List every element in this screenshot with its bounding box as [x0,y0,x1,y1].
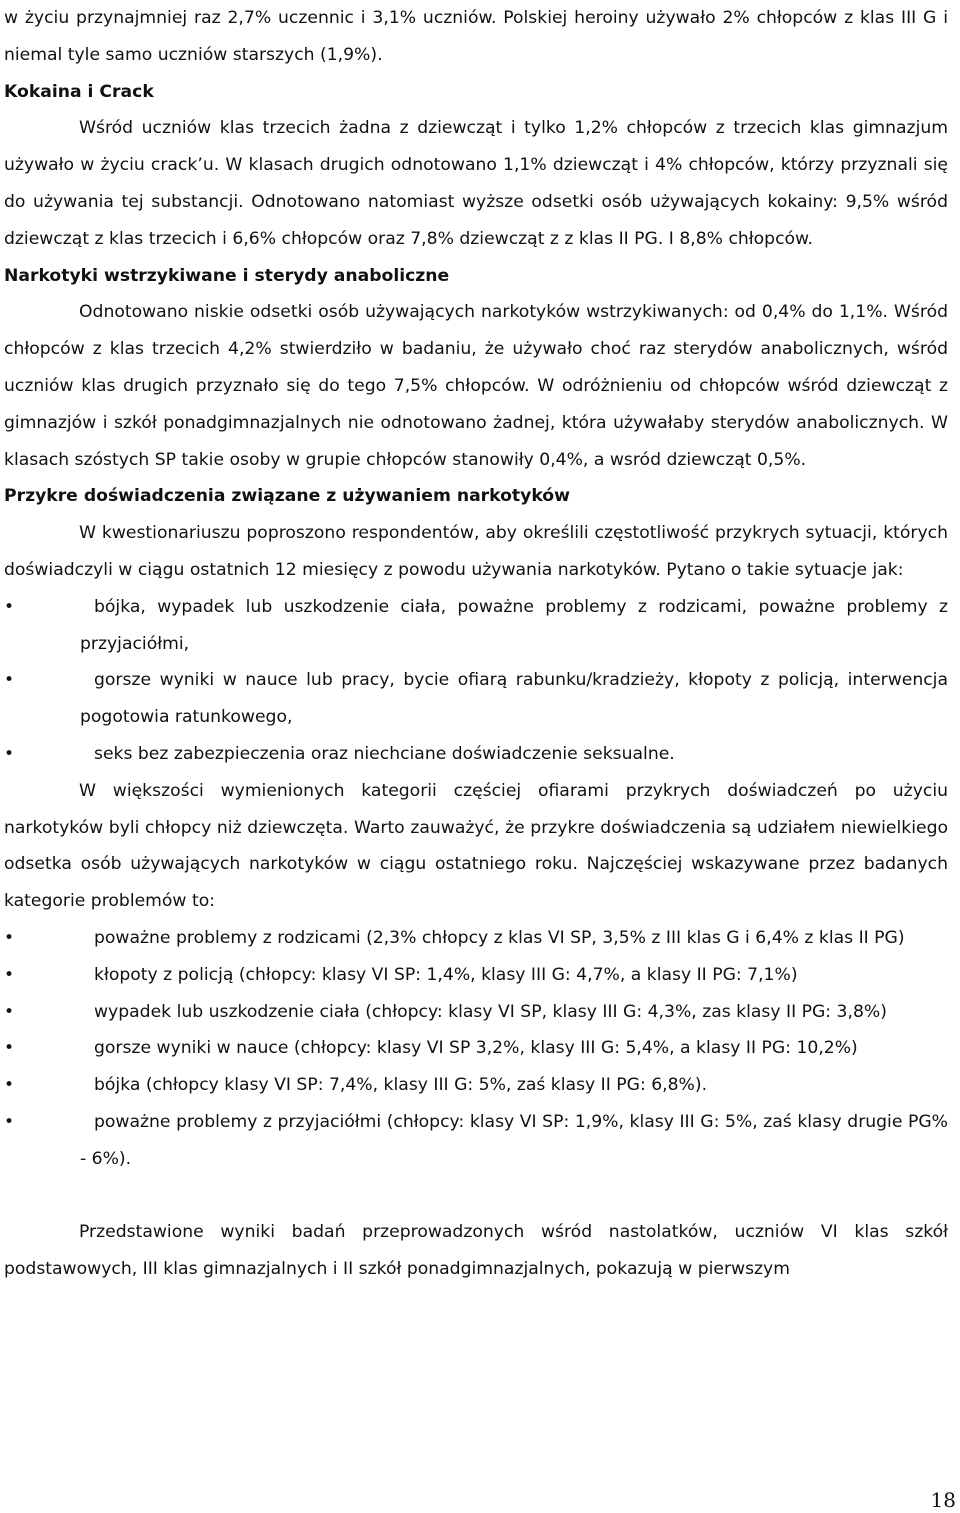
list-item-text: poważne problemy z przyjaciółmi (chłopcy: klasy VI SP: 1,9%, klasy III G: 5%, zaś klasy drugie PG% - 6%). [80,1111,948,1169]
list-item [0,1104,960,1178]
paragraph-majority-categories: W większości wymienionych kategorii częściej ofiarami przykrych doświadczeń po użyciu narkotyków byli chłopcy niż dziewczęta. Warto zauważyć, że przykre doświadczenia są udziałem niewielkiego odsetka osób używających narkotyków w ciągu ostatniego roku. Najczęściej wskazywane przez badanych kategorie problemów to: [4,780,948,912]
bullet-icon: • [4,1111,15,1132]
list-item [0,736,960,773]
heading-injected-drugs-steroids: Narkotyki wstrzykiwane i sterydy anaboliczne [4,265,450,286]
list-item-text: wypadek lub uszkodzenie ciała (chłopcy: klasy VI SP, klasy III G: 4,3%, zas klasy II PG: 3,8%) [94,1001,887,1022]
list-item-text: bójka, wypadek lub uszkodzenie ciała, poważne problemy z rodzicami, poważne problemy z przyjaciółmi, [80,596,948,654]
list-item-text: gorsze wyniki w nauce lub pracy, bycie ofiarą rabunku/kradzieży, kłopoty z policją, interwencja pogotowia ratunkowego, [80,670,948,728]
page-number: 18 [930,1488,956,1512]
paragraph-cocaine-crack: Wśród uczniów klas trzecich żadna z dziewcząt i tylko 1,2% chłopców z trzecich klas gimnazjum używało w życiu crack’u. W klasach drugich odnotowano 1,1% dziewcząt i 4% chłopców, którzy przyznali się do używania tej substancji. Odnotowano natomiast wyższe odsetki osób używających kokainy: 9,5% wśród dziewcząt z klas trzecich i 6,6% chłopców oraz 7,8% dziewcząt z z klas II PG. I 8,8% chłopców. [4,118,948,249]
list-item [0,1030,960,1067]
list-item-text: poważne problemy z rodzicami (2,3% chłopcy z klas VI SP, 3,5% z III klas G i 6,4% z klas II PG) [94,927,905,948]
list-item-text: bójka (chłopcy klasy VI SP: 7,4%, klasy III G: 5%, zaś klasy II PG: 6,8%). [94,1075,708,1096]
list-item [0,957,960,994]
list-item-text: gorsze wyniki w nauce (chłopcy: klasy VI SP 3,2%, klasy III G: 5,4%, a klasy II PG: 10,2%) [94,1038,858,1059]
paragraph-summary: Przedstawione wyniki badań przeprowadzonych wśród nastolatków, uczniów VI klas szkół podstawowych, III klas gimnazjalnych i II szkół ponadgimnazjalnych, pokazują w pierwszym [4,1222,948,1280]
heading-cocaine-crack: Kokaina i Crack [4,81,154,102]
bullet-icon: • [4,1001,15,1022]
paragraph-heroin: w życiu przynajmniej raz 2,7% uczennic i 3,1% uczniów. Polskiej heroiny używało 2% chłopców z klas III G i niemal tyle samo uczniów starszych (1,9%). [4,8,948,65]
list-item [0,1067,960,1104]
bullet-icon: • [4,596,15,617]
list-item [0,920,960,957]
paragraph-questionnaire: W kwestionariuszu poproszono respondentów, aby określili częstotliwość przykrych sytuacji, których doświadczyli w ciągu ostatnich 12 miesięcy z powodu używania narkotyków. Pytano o takie sytuacje jak: [4,523,948,580]
list-item-text: seks bez zabezpieczenia oraz niechciane doświadczenie seksualne. [94,743,675,764]
bullet-icon: • [4,743,15,764]
problems-list [0,920,960,1178]
bullet-icon: • [4,964,15,985]
paragraph-injected-drugs-steroids: Odnotowano niskie odsetki osób używających narkotyków wstrzykiwanych: od 0,4% do 1,1%. Wśród chłopców z klas trzecich 4,2% stwierdziło w badaniu, że używało choć raz sterydów anabolicznych, wśród uczniów klas drugich przyznało się do tego 7,5% chłopców. W odróżnieniu od chłopców wśród dziewcząt z gimnazjów i szkół ponadgimnazjalnych nie odnotowano żadnej, która używałaby sterydów anabolicznych. W klasach szóstych SP takie osoby w grupie chłopców stanowiły 0,4%, a wsród dziewcząt 0,5%. [4,302,948,470]
bullet-icon: • [4,1038,15,1059]
blank-line [0,1178,960,1215]
situations-list [0,589,960,773]
heading-unpleasant-experiences: Przykre doświadczenia związane z używaniem narkotyków [4,486,570,507]
bullet-icon: • [4,1075,15,1096]
bullet-icon: • [4,670,15,691]
list-item [0,662,960,736]
list-item [0,589,960,663]
list-item [0,994,960,1031]
bullet-icon: • [4,927,15,948]
list-item-text: kłopoty z policją (chłopcy: klasy VI SP: 1,4%, klasy III G: 4,7%, a klasy II PG: 7,1%) [94,964,798,985]
